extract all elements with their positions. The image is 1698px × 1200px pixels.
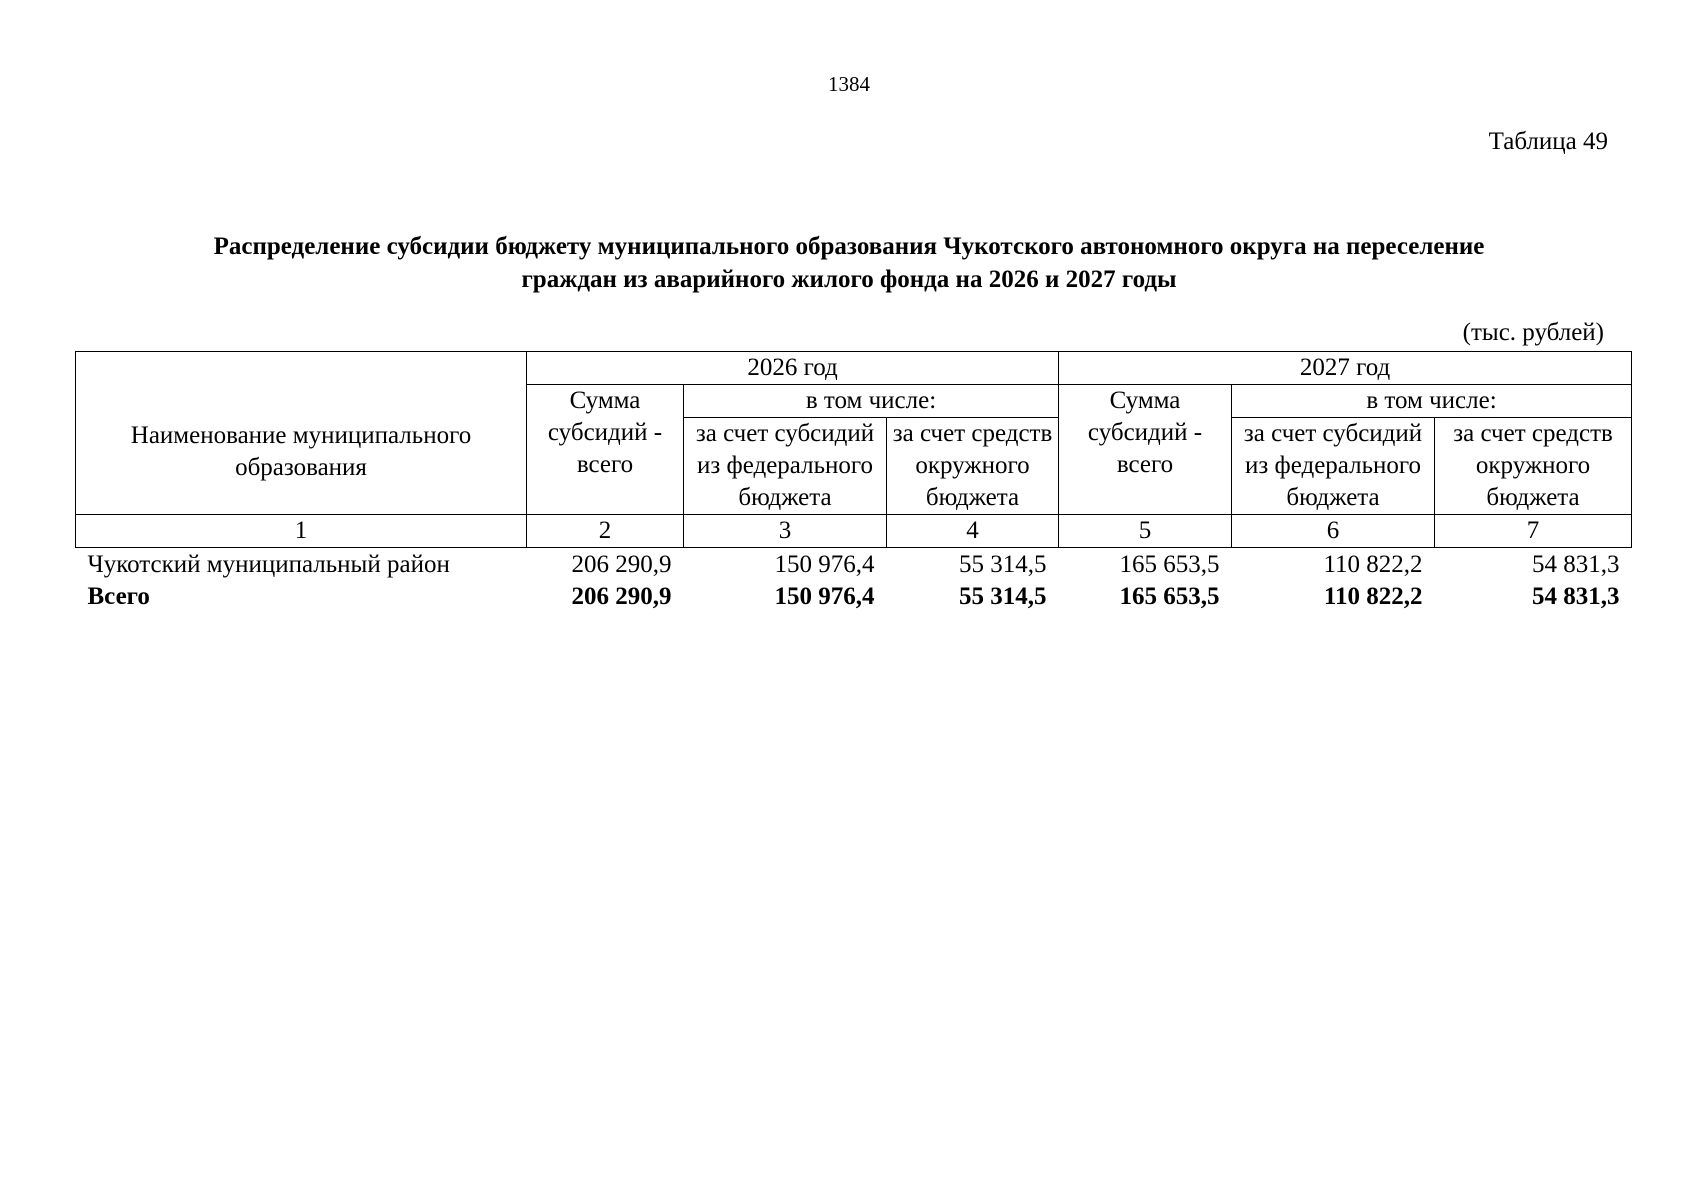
header-2027-sum-total: Сумма субсидий - всего <box>1059 385 1232 515</box>
column-number-row <box>76 515 1632 548</box>
title-line-2: граждан из аварийного жилого фонда на 2026 и 2027 годы <box>521 266 1177 293</box>
total-2026-regional: 55 314,5 <box>959 583 1047 610</box>
value-2027-regional: 54 831,3 <box>1532 551 1620 578</box>
value-2026-sum-total: 206 290,9 <box>571 551 672 578</box>
value-2027-federal: 110 822,2 <box>1323 551 1423 578</box>
header-2027-regional: за счет средств окружного бюджета <box>1435 418 1632 515</box>
column-number: 1 <box>76 515 527 548</box>
page-number: 1384 <box>828 72 870 96</box>
header-year-2026: 2026 год <box>527 352 1059 385</box>
total-2026-federal: 150 976,4 <box>774 583 875 610</box>
header-2026-sum-total: Сумма субсидий - всего <box>527 385 684 515</box>
subsidy-distribution-table <box>75 351 1632 613</box>
header-2026-including: в том числе: <box>684 385 1059 418</box>
total-2027-regional: 54 831,3 <box>1532 583 1620 610</box>
units-note: (тыс. рублей) <box>1462 319 1604 346</box>
header-2026-regional: за счет средств окружного бюджета <box>887 418 1059 515</box>
total-row <box>76 581 1632 613</box>
table-label: Таблица 49 <box>1488 128 1608 155</box>
title-line-1: Распределение субсидии бюджету муниципального образования Чукотского автономного округа на переселение <box>213 233 1485 260</box>
total-2027-sum-total: 165 653,5 <box>1119 583 1220 610</box>
column-number: 4 <box>887 515 1059 548</box>
header-2027-federal: за счет субсидий из федерального бюджета <box>1232 418 1435 515</box>
header-year-2027: 2027 год <box>1059 352 1632 385</box>
header-row-years <box>76 352 1632 385</box>
column-number: 2 <box>527 515 684 548</box>
table-row <box>76 548 1632 582</box>
total-2027-federal: 110 822,2 <box>1323 583 1423 610</box>
header-2027-including: в том числе: <box>1232 385 1632 418</box>
document-title <box>0 230 1698 296</box>
header-2026-federal: за счет субсидий из федерального бюджета <box>684 418 887 515</box>
value-2027-sum-total: 165 653,5 <box>1119 551 1220 578</box>
column-number: 3 <box>684 515 887 548</box>
column-number: 5 <box>1059 515 1232 548</box>
column-number: 7 <box>1435 515 1632 548</box>
value-2026-regional: 55 314,5 <box>959 551 1047 578</box>
header-municipality-name: Наименование муниципального образования <box>76 352 527 515</box>
column-number: 6 <box>1232 515 1435 548</box>
total-2026-sum-total: 206 290,9 <box>571 583 672 610</box>
total-label: Всего <box>87 583 150 610</box>
municipality-name: Чукотский муниципальный район <box>87 551 450 578</box>
value-2026-federal: 150 976,4 <box>774 551 875 578</box>
